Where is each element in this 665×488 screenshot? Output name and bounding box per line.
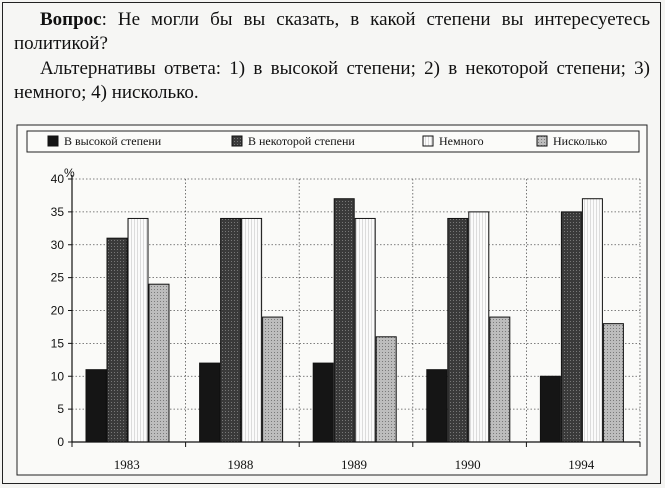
bar: [427, 370, 447, 442]
bar: [200, 363, 220, 442]
y-tick-label: 25: [50, 270, 64, 285]
legend-swatch: [537, 136, 547, 146]
answer-alternatives: Альтернативы ответа: 1) в высокой степени; 2) в некоторой степени; 3) немного; 4) нисколько.: [14, 58, 650, 103]
x-tick-label: 1989: [341, 457, 367, 472]
y-tick-label: 15: [50, 336, 64, 351]
bar: [334, 199, 354, 442]
x-tick-label: 1988: [227, 457, 254, 472]
bar: [86, 370, 106, 442]
legend-swatch: [423, 136, 433, 146]
x-tick-label: 1983: [113, 457, 140, 472]
legend-label: В некоторой степени: [248, 134, 355, 148]
x-tick-label: 1990: [454, 457, 481, 472]
bar: [376, 337, 396, 442]
y-tick-label: 40: [50, 172, 64, 186]
legend-swatch: [232, 136, 242, 146]
bar: [107, 238, 127, 442]
question-text: : Не могли бы вы сказать, в какой степени вы интересуетесь политикой?: [14, 9, 650, 54]
bar: [448, 218, 468, 442]
legend-swatch: [48, 136, 58, 146]
y-tick-label: 35: [50, 204, 64, 219]
bar: [469, 212, 489, 442]
bar: [561, 212, 581, 442]
y-tick-label: 30: [50, 237, 64, 252]
question-label: Вопрос: [40, 9, 102, 30]
x-tick-label: 1994: [568, 457, 595, 472]
bar: [313, 363, 333, 442]
y-tick-label: 5: [57, 402, 64, 417]
y-tick-label: 20: [50, 303, 64, 318]
legend-label: Нисколько: [553, 134, 608, 148]
legend-label: Немного: [439, 134, 484, 148]
y-axis-unit-label: %: [64, 166, 75, 180]
bar: [540, 376, 560, 442]
bar: [603, 324, 623, 442]
legend: [27, 131, 639, 152]
bar: [221, 218, 241, 442]
y-tick-label: 10: [50, 369, 64, 384]
bar: [128, 218, 148, 442]
bar: [149, 284, 169, 442]
bar: [355, 218, 375, 442]
bar: [582, 199, 602, 442]
y-tick-label: 0: [57, 435, 64, 449]
bar: [242, 218, 262, 442]
legend-label: В высокой степени: [64, 134, 162, 148]
bar: [263, 317, 283, 442]
bar: [490, 317, 510, 442]
